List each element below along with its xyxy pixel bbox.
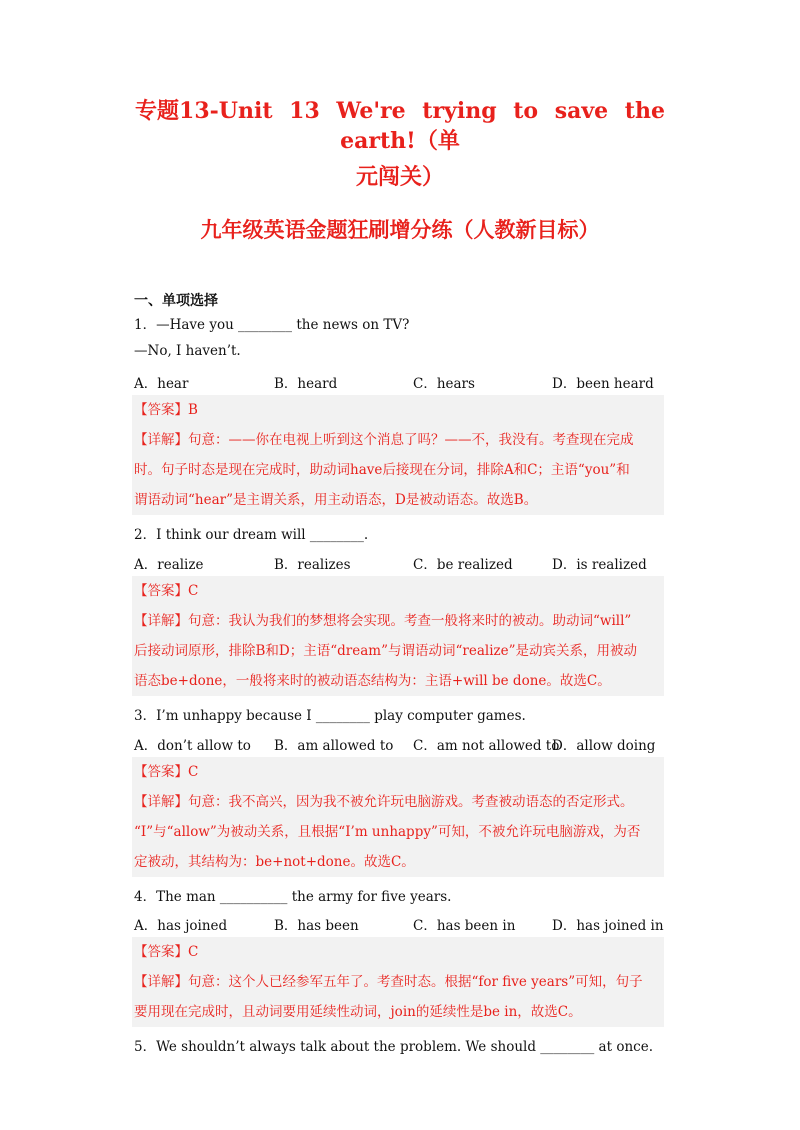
option-d: D．been heard <box>552 376 654 392</box>
option-b: B．heard <box>274 376 338 392</box>
explanation-line: 后接动词原形，排除B和D；主语“dream”与谓语动词“realize”是动宾关系，用被动 <box>134 643 638 659</box>
document-title-continued: 元闯关） <box>355 164 444 190</box>
option-c: C．hears <box>413 376 475 392</box>
question-3-stem: 3．I’m unhappy because I ________ play computer games. <box>134 708 526 724</box>
question-1-stem: 1．—Have you ________ the news on TV? <box>134 317 410 333</box>
question-4-answer-box <box>132 937 664 1027</box>
option-d: D．allow doing <box>552 738 656 754</box>
option-a: A．has joined <box>134 918 228 934</box>
document-title: 专题13-Unit 13 We're trying to save the earth!（单 <box>135 98 665 154</box>
explanation-line: 时。句子时态是现在完成时，助动词have后接现在分词，排除A和C；主语“you”和 <box>134 462 630 478</box>
explanation-line: 【详解】句意：——你在电视上听到这个消息了吗？——不，我没有。考查现在完成 <box>134 432 634 448</box>
answer-label: 【答案】C <box>134 583 199 599</box>
explanation-line: 【详解】句意：我不高兴，因为我不被允许玩电脑游戏。考查被动语态的否定形式。 <box>134 794 634 810</box>
option-a: A．hear <box>134 376 189 392</box>
answer-label: 【答案】C <box>134 764 199 780</box>
explanation-line: 语态be+done，一般将来时的被动语态结构为：主语+will be done。故选C。 <box>134 673 611 689</box>
explanation-line: 要用现在完成时，且动词要用延续性动词，join的延续性是be in，故选C。 <box>134 1004 582 1020</box>
option-c: C．be realized <box>413 557 513 573</box>
explanation-line: “I”与“allow”为被动关系，且根据“I’m unhappy”可知，不被允许玩电脑游戏，为否 <box>134 824 641 840</box>
explanation-line: 谓语动词“hear”是主谓关系，用主动语态，D是被动语态。故选B。 <box>134 492 538 508</box>
explanation-line: 【详解】句意：这个人已经参军五年了。考查时态。根据“for five years”可知，句子 <box>134 974 643 990</box>
document-subtitle: 九年级英语金题狂刷增分练（人教新目标） <box>200 217 600 242</box>
explanation-line: 【详解】句意：我认为我们的梦想将会实现。考查一般将来时的被动。助动词“will” <box>134 613 632 629</box>
section-heading: 一、单项选择 <box>134 293 218 309</box>
question-2-answer-box <box>132 576 664 696</box>
answer-label: 【答案】B <box>134 402 198 418</box>
option-a: A．realize <box>134 557 204 573</box>
question-5-stem: 5．We shouldn’t always talk about the problem. We should ________ at once. <box>134 1039 653 1055</box>
question-2-stem: 2．I think our dream will ________. <box>134 527 369 543</box>
question-3-answer-box <box>132 757 664 877</box>
answer-label: 【答案】C <box>134 944 199 960</box>
question-4-stem: 4．The man __________ the army for five years. <box>134 889 452 905</box>
question-1-reply: —No, I haven’t. <box>134 343 241 359</box>
option-d: D．is realized <box>552 557 647 573</box>
option-b: B．realizes <box>274 557 351 573</box>
option-d: D．has joined in <box>552 918 664 934</box>
option-c: C．am not allowed to <box>413 738 560 754</box>
option-c: C．has been in <box>413 918 516 934</box>
option-a: A．don’t allow to <box>134 738 251 754</box>
explanation-line: 定被动，其结构为：be+not+done。故选C。 <box>134 854 415 870</box>
option-b: B．am allowed to <box>274 738 394 754</box>
option-b: B．has been <box>274 918 359 934</box>
question-1-answer-box <box>132 395 664 515</box>
